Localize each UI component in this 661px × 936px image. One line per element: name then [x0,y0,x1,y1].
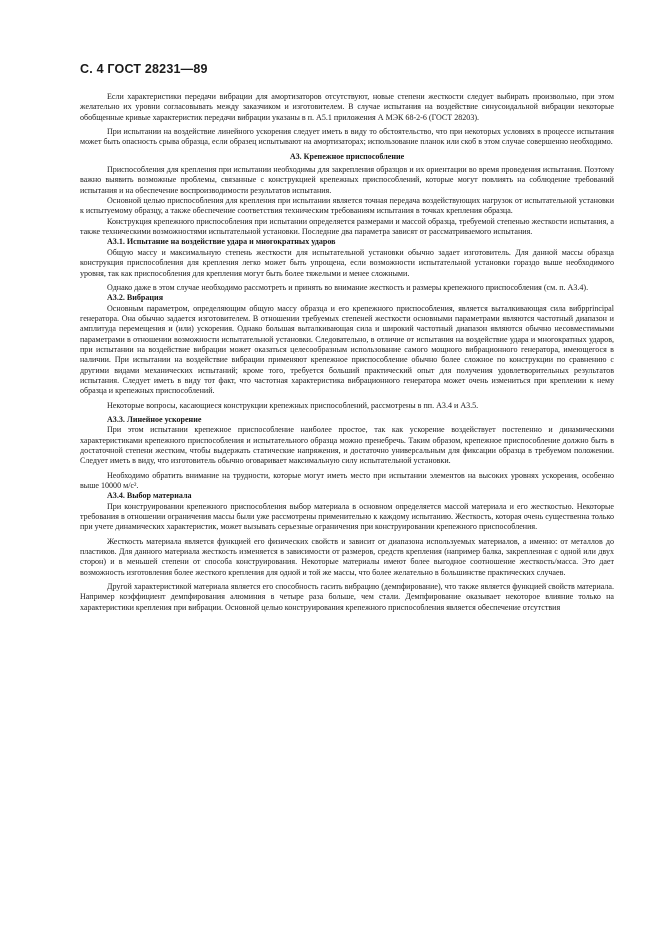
paragraph: Если характеристики передачи вибрации для амортизаторов отсутствуют, новые степени жесткости следует выбирать произвольно, при этом желательно их уровни согласовывать между заказчиком и изготовителем. В случае испытания на воздействие синусоидальной вибрации некоторые обобщенные кривые характеристик передачи вибрации указаны в п. А5.1 приложения А МЭК 68-2-6 (ГОСТ 28203). [80,92,614,122]
paragraph: При этом испытании крепежное приспособление наиболее простое, так как ускорение воздействует постепенно и динамическими характеристиками крепежного приспособления и испытательного образца можно пренебречь. Таким образом, крепежное приспособление должно быть в достаточной степени жестким, чтобы выдержать статические напряжения, и достаточно универсальным для фиксации образца в требуемом положении. Следует иметь в виду, что изготовитель обычно оговаривает максимальную силу испытательной установки. [80,425,614,466]
subsection-heading-a34: А3.4. Выбор материала [107,491,192,501]
paragraph: При испытании на воздействие линейного ускорения следует иметь в виду то обстоятельство, что при некоторых условиях в процессе испытания может быть опасность срыва образца, если образец испытывают на амортизаторах; использование планок или скоб в этом случае совершенно необходимо. [80,127,614,147]
page-header: С. 4 ГОСТ 28231—89 [80,62,208,76]
subsection-heading-a33: А3.3. Линейное ускорение [107,414,202,424]
paragraph: Общую массу и максимальную степень жесткости для испытательной установки обычно задает изготовитель. Для данной массы образца конструкция приспособления для крепления легко может быть упрощена, если возможности испытательной установки гораздо выше необходимого уровня, так как приспособления для крепления могут быть более тяжелыми и менее сложными. [80,247,614,278]
subsection-heading-a31: А3.1. Испытание на воздействие удара и многократных ударов [107,237,336,247]
section-heading-a3: А3. Крепежное приспособление [289,151,405,161]
paragraph: Жесткость материала является функцией его физических свойств и зависит от диапазона используемых материалов, а именно: от металлов до пластиков. Для данного материала жесткость изменяется в зависимости от размеров, средств крепления (например балка, закрепленная с одной или двух сторон) и в меньшей степени от способа конструирования. Некоторые материалы имеют более выгодное соотношение жесткость/масса. Это дает возможность изготовления более жесткого крепления для одной и той же массы, что более желательно в большинстве практических случаев. [80,536,614,577]
paragraph: Другой характеристикой материала является его способность гасить вибрацию (демпфирование), что также является функцией свойств материала. Например коэффициент демпфирования алюминия в четыре раза больше, чем стали. Демпфирование оказывает некоторое влияние только на характеристики крепления при вибрации. Основной целью конструирования крепежного приспособления является обеспечение отсутствия [80,582,614,612]
paragraph: Приспособления для крепления при испытании необходимы для закрепления образцов и их ориентации во время проведения испытания. Поэтому важно выявить возможные проблемы, связанные с конструкцией крепежных приспособлений, которые могут повлиять на соблюдение требований испытания и на обеспечение воспроизводимости результатов испытания. [80,165,614,195]
paragraph: При конструировании крепежного приспособления выбор материала в основном определяется массой материала и его жесткостью. Некоторые требования в отношении ограничения массы были уже рассмотрены применительно к каждому испытанию. Жесткость, которая очень существенна только при учете динамических характеристик, может вызывать серьезные ограничения при конструировании крепежного приспособления. [80,501,614,532]
document-body [80,92,614,613]
subsection-heading-a32: А3.2. Вибрация [107,293,164,303]
paragraph: Основной целью приспособления для крепления при испытании является точная передача воздействующих нагрузок от испытательной установки к испытуемому образцу, а также обеспечение соответствия техническим требованиям испытания в точках крепления образца. [80,196,614,216]
paragraph: Основным параметром, определяющим общую массу образца и его крепежного приспособления, является выталкивающая сила вибрprincipal генератора. Она обычно задается изготовителем. В отношении требуемых степеней жесткости основными параметрами являются частотный диапазон и амплитуда перемещения и (или) ускорения. Однако большая выталкивающая сила и широкий частотный диапазон являются обычно несовместимыми параметрами в отношении возможности испытательной установки. Следовательно, в отличие от испытания на воздействие удара и многократных ударов, при испытании на воздействие вибрации может оказаться целесообразным использование самого мощного вибрационного генератора, имеющегося в наличии. При испытании на воздействие вибрации применяют крепежное приспособление обычно более сложное по конструкции по сравнению с другими видами механических испытаний; кроме того, требуется больший практический опыт для получения удовлетворительных результатов испытания. Следует иметь в виду тот факт, что частотная характеристика вибрационного генератора может очень измениться при креплении к нему образца и крепежных приспособлений. [80,303,614,396]
paragraph: Необходимо обратить внимание на трудности, которые могут иметь место при испытании элементов на высоких уровнях ускорения, особенно выше 10000 м/с². [80,470,614,491]
paragraph: Некоторые вопросы, касающиеся конструкции крепежных приспособлений, рассмотрены в пп. А3.4 и А3.5. [107,400,479,410]
paragraph: Конструкция крепежного приспособления при испытании определяется размерами и массой образца, требуемой степенью жесткости испытания, а также техническими возможностями испытательной установки. Последние два параметра зависят от рассматриваемого испытания. [80,216,614,237]
paragraph: Однако даже в этом случае необходимо рассмотреть и принять во внимание жесткость и размеры крепежного приспособления (см. п. А3.4). [107,282,589,292]
